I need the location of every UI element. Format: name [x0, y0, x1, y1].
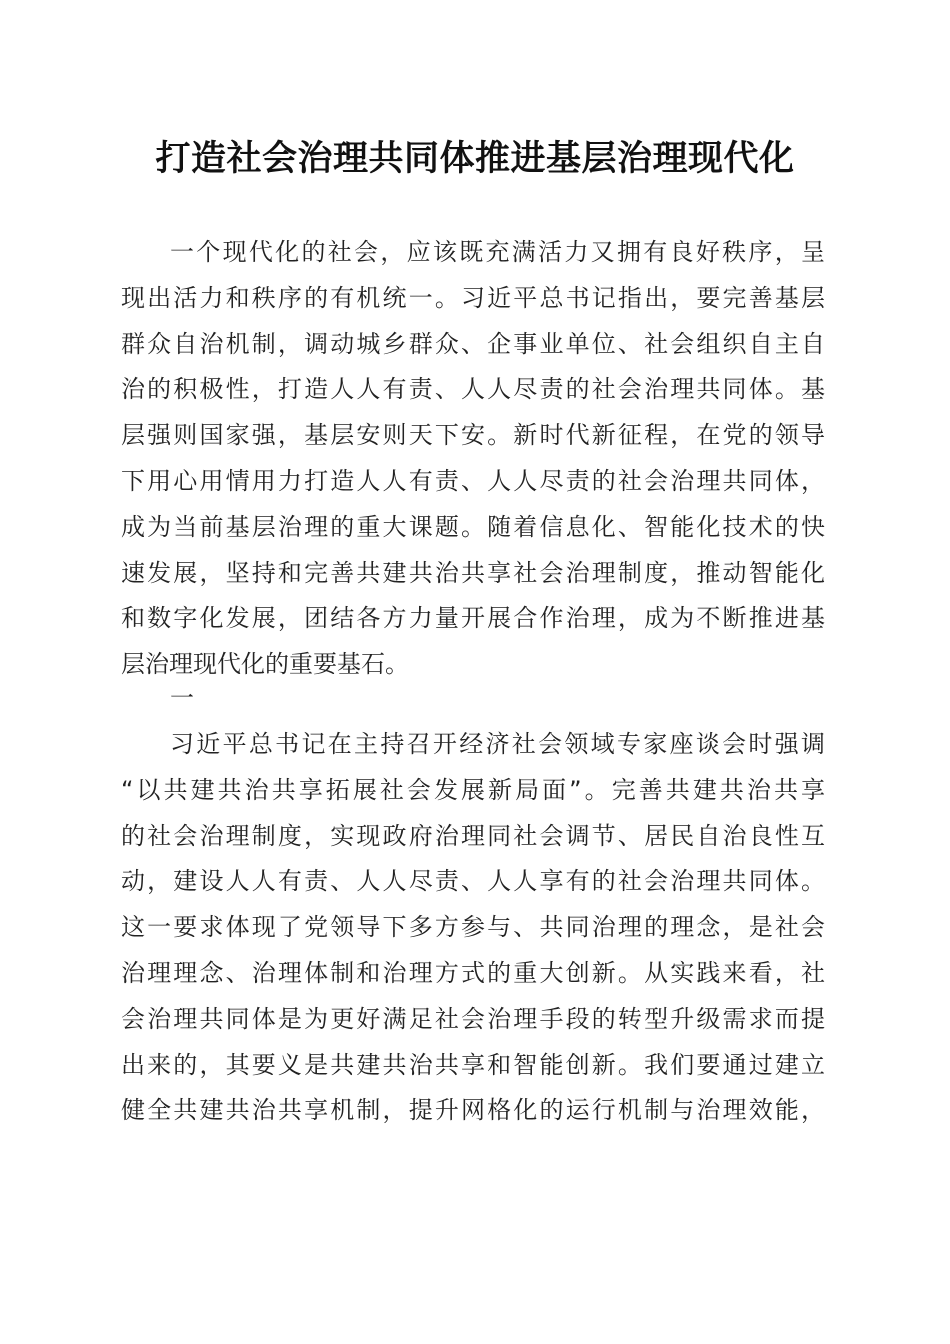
- paragraph-line: 现出活力和秩序的有机统一。习近平总书记指出，要完善基层: [121, 283, 825, 312]
- paragraph-line: 下用心用情用力打造人人有责、人人尽责的社会治理共同体，: [121, 466, 825, 495]
- paragraph-line: 治的积极性，打造人人有责、人人尽责的社会治理共同体。基: [121, 375, 825, 404]
- paragraph-line: 群众自治机制，调动城乡群众、企事业单位、社会组织自主自: [121, 329, 825, 358]
- paragraph-line: “以共建共治共享拓展社会发展新局面”。完善共建共治共享: [121, 775, 825, 804]
- paragraph-line: 健全共建共治共享机制，提升网格化的运行机制与治理效能，: [121, 1096, 825, 1125]
- paragraph-line: 层强则国家强，基层安则天下安。新时代新征程，在党的领导: [121, 421, 825, 450]
- paragraph-line: 一个现代化的社会，应该既充满活力又拥有良好秩序，呈: [170, 238, 825, 266]
- paragraph-line: 出来的，其要义是共建共治共享和智能创新。我们要通过建立: [121, 1050, 825, 1079]
- paragraph-line: 成为当前基层治理的重大课题。随着信息化、智能化技术的快: [121, 512, 825, 541]
- paragraph-line: 和数字化发展，团结各方力量开展合作治理，成为不断推进基: [121, 604, 825, 633]
- section-heading: [121, 676, 825, 722]
- paragraph-line: 治理理念、治理体制和治理方式的重大创新。从实践来看，社: [121, 958, 825, 987]
- document-title: 打造社会治理共同体推进基层治理现代化: [155, 138, 795, 179]
- paragraph-line: 层治理现代化的重要基石。: [121, 650, 409, 679]
- paragraph-line: 的社会治理制度，实现政府治理同社会调节、居民自治良性互: [121, 821, 825, 850]
- paragraph-2: [121, 722, 825, 1134]
- paragraph-line: 习近平总书记在主持召开经济社会领域专家座谈会时强调: [170, 730, 825, 758]
- paragraph-line: 这一要求体现了党领导下多方参与、共同治理的理念，是社会: [121, 913, 825, 942]
- paragraph-1: [121, 230, 825, 688]
- section-heading-text: 一: [170, 684, 194, 712]
- paragraph-line: 速发展，坚持和完善共建共治共享社会治理制度，推动智能化: [121, 558, 825, 587]
- paragraph-line: 会治理共同体是为更好满足社会治理手段的转型升级需求而提: [121, 1004, 825, 1033]
- paragraph-line: 动，建设人人有责、人人尽责、人人享有的社会治理共同体。: [121, 867, 825, 896]
